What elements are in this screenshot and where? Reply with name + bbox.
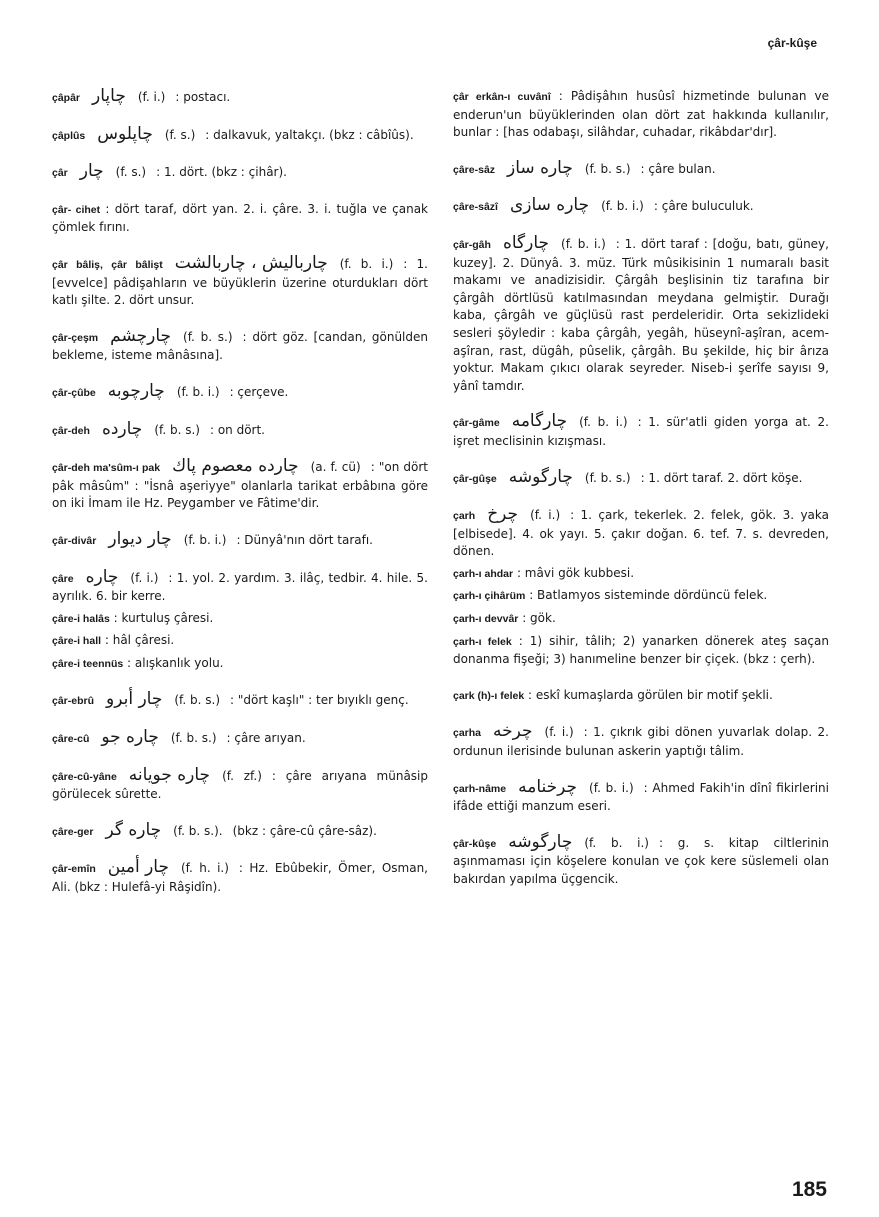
entry-definition: : g. s. kitap ciltlerinin aşınmaması için köşelere konulan ve çok kere süslemeli olan bakırdan yapılma üçgencik.	[453, 835, 829, 886]
entry-arabic-script: چاره ساز	[507, 157, 573, 178]
dictionary-entry	[453, 723, 829, 760]
dictionary-entry	[52, 325, 428, 365]
entry-grammar-abbr: (f. b. i.)	[589, 780, 634, 795]
entry-definition: (bkz : çâre-cû çâre-sâz).	[232, 823, 377, 838]
dictionary-entry	[453, 197, 829, 217]
entry-grammar-abbr: (f. b. s.)	[183, 329, 233, 344]
entry-headword: çâpâr	[52, 92, 81, 104]
entry-headword: çarh-ı ahdar	[453, 567, 514, 580]
entry-headword: çâr-kûşe	[453, 837, 497, 850]
entry-arabic-script: چارگوشه	[508, 466, 573, 487]
entry-definition: : dalkavuk, yaltakçı. (bkz : câbîûs).	[205, 127, 414, 142]
dictionary-entry	[453, 413, 829, 450]
entry-arabic-script: چار أمين	[107, 857, 169, 878]
entry-headword: çâre-sâzî	[453, 201, 498, 214]
entry-arabic-script: چاره گر	[105, 819, 162, 840]
entry-arabic-script: چرخه	[493, 721, 533, 742]
entry-headword: çâr-gâme	[453, 417, 500, 430]
right-column	[453, 88, 829, 907]
entry-definition: : çâre arıyan.	[226, 731, 306, 746]
page-number: 185	[791, 1178, 827, 1201]
entry-arabic-script: چاپار	[92, 86, 126, 106]
entry-definition: : kurtuluş çâresi.	[113, 610, 214, 625]
entry-arabic-script: چرخ	[487, 504, 519, 525]
entry-definition: : 1. yol. 2. yardım. 3. ilâç, tedbir. 4. hile. 5. ayrılık. 6. bir kerre.	[52, 570, 428, 604]
dictionary-entry	[453, 831, 829, 889]
entry-arabic-script: چاره	[85, 566, 119, 587]
entry-arabic-script: چار	[79, 161, 104, 182]
entry-definition: : hâl çâresi.	[104, 633, 175, 648]
entry-arabic-script: چارچشم	[110, 325, 172, 346]
dictionary-entry	[52, 458, 428, 513]
entry-grammar-abbr: (f. i.)	[137, 90, 166, 104]
dictionary-entry	[52, 610, 428, 629]
entry-grammar-abbr: (f. s.)	[164, 127, 196, 142]
entry-definition: : alışkanlık yolu.	[127, 655, 224, 670]
entry-arabic-script: چاره سازى	[509, 195, 590, 216]
entry-grammar-abbr: (f. b. s.)	[174, 693, 221, 708]
entry-grammar-abbr: (f. b. i.)	[601, 199, 644, 214]
entry-grammar-abbr: (f. b. i.)	[339, 256, 394, 271]
entry-headword: çâr bâliş, çâr bâlişt	[52, 258, 163, 271]
entry-definition: : dört taraf, dört yan. 2. i. çâre. 3. i. tuğla ve çanak çömlek fırını.	[52, 201, 428, 235]
entry-arabic-script: چرخنامه	[518, 776, 578, 797]
entry-grammar-abbr: (f. b. i.)	[584, 835, 649, 850]
entry-headword: çarh	[453, 510, 476, 523]
left-column	[52, 88, 428, 915]
dictionary-entry	[52, 764, 428, 804]
dictionary-entry	[52, 201, 428, 237]
entry-headword: çâre-i halâs	[52, 612, 110, 625]
entry-headword: çâr- cihet	[52, 203, 101, 216]
dictionary-entry	[453, 466, 829, 489]
entry-definition: : 1. dört taraf. 2. dört köşe.	[640, 470, 803, 485]
entry-grammar-abbr: (f. b. i.)	[176, 384, 220, 399]
entry-headword: çâre-ger	[52, 825, 94, 838]
entry-grammar-abbr: (f. i.)	[130, 570, 159, 585]
entry-headword: çâr-emîn	[52, 863, 96, 876]
dictionary-entry	[52, 655, 428, 674]
entry-headword: çâre-sâz	[453, 163, 496, 176]
entry-grammar-abbr: (f. h. i.)	[180, 861, 229, 876]
entry-definition: : çerçeve.	[229, 384, 289, 399]
dictionary-entry	[453, 232, 829, 395]
entry-definition: : Hz. Ebûbekir, Ömer, Osman, Ali. (bkz : Hulefâ-yi Râşidîn).	[52, 861, 428, 895]
entry-headword: çarh-ı devvâr	[453, 613, 519, 626]
entry-headword: çâr	[52, 167, 68, 180]
entry-headword: çâre	[52, 572, 74, 585]
entry-headword: çarha	[453, 727, 482, 740]
entry-arabic-script: چارده معصوم پاك	[172, 456, 299, 477]
entry-grammar-abbr: (f. zf.)	[222, 768, 262, 783]
dictionary-entry	[52, 88, 428, 108]
entry-grammar-abbr: (f. b. s.)	[584, 161, 631, 176]
dictionary-entry	[453, 565, 829, 584]
entry-definition: : 1. sür'atli giden yorga at. 2. işret meclisinin kızışması.	[453, 415, 829, 448]
entry-arabic-script: چارگامه	[511, 411, 568, 432]
entry-arabic-script: چار ديوار	[108, 528, 172, 549]
entry-headword: çâr-çeşm	[52, 331, 99, 344]
dictionary-entry	[52, 691, 428, 711]
entry-definition: : Pâdişâhın husûsî hizmetinde bulunan ve enderun'un büyüklerinden olan dört zat hakkında kullanılır, bunlar : [has odabaşı, silâhdar, cuhadar, rikâbdar'dır].	[453, 89, 829, 140]
entry-arabic-script: چاره جو	[101, 727, 159, 748]
running-head: çâr-kûşe	[767, 36, 817, 50]
entry-grammar-abbr: (f. b. i.)	[561, 236, 606, 251]
dictionary-entry	[52, 418, 428, 441]
entry-definition: : postacı.	[175, 90, 231, 104]
entry-definition: : 1. dört. (bkz : çihâr).	[156, 165, 287, 180]
entry-headword: çâr-deh	[52, 424, 90, 437]
entry-grammar-abbr: (f. b. i.)	[579, 415, 628, 430]
entry-headword: çâre-cû	[52, 733, 90, 746]
entry-headword: çâr-çûbe	[52, 386, 96, 399]
entry-headword: çarh-ı çihârüm	[453, 590, 526, 603]
entry-definition: : 1. çark, tekerlek. 2. felek, gök. 3. yaka [elbisede]. 4. ok yayı. 5. çakır doğan. 6. tef. 7. s. devreden, dönen.	[453, 508, 829, 559]
entry-headword: çâre-i teennüs	[52, 657, 124, 670]
entry-headword: çarh-ı felek	[453, 635, 512, 648]
entry-headword: çâre-i hall	[52, 635, 102, 648]
entry-definition: : mâvi gök kubbesi.	[516, 565, 635, 580]
entry-headword: çark (h)-ı felek	[453, 689, 525, 702]
dictionary-entry	[453, 687, 829, 706]
entry-definition: : çâre bulan.	[640, 161, 716, 176]
entry-headword: çâr erkân-ı cuvânî	[453, 91, 551, 103]
entry-definition: : on dört.	[209, 422, 265, 437]
entry-grammar-abbr: (f. s.)	[115, 165, 147, 180]
entry-definition: : "dört kaşlı" : ter bıyıklı genç.	[230, 693, 409, 708]
entry-grammar-abbr: (f. i.)	[544, 725, 574, 740]
entry-grammar-abbr: (f. b. s.).	[173, 823, 223, 838]
entry-definition: : "on dört pâk mâsûm" : "İsnâ aşeriyye" olanlarla tarikat erbâbına göre on iki İmam ile Hz. Peygamber ve Fâtime'dir.	[52, 460, 428, 511]
entry-definition: : dört göz. [candan, gönülden bekleme, isteme mânâsına].	[52, 329, 428, 363]
dictionary-entry	[453, 610, 829, 629]
dictionary-entry	[52, 729, 428, 749]
dictionary-entry	[453, 506, 829, 561]
dictionary-entry	[52, 163, 428, 183]
dictionary-entry	[453, 88, 829, 142]
entry-definition: : gök.	[522, 611, 556, 626]
entry-grammar-abbr: (f. b. i.)	[183, 532, 227, 547]
dictionary-entry	[52, 566, 428, 606]
entry-definition: : 1. çıkrık gibi dönen yuvarlak dolap. 2. ordunun ilerisinde bulunan askerin yaptığı tâlim.	[453, 725, 829, 759]
entry-definition: : Dünyâ'nın dört tarafı.	[236, 532, 373, 547]
entry-headword: çâr-ebrû	[52, 695, 95, 708]
dictionary-entry	[52, 819, 428, 842]
dictionary-entry	[52, 528, 428, 551]
entry-definition: : Batlamyos sisteminde dördüncü felek.	[529, 588, 768, 603]
entry-arabic-script: چاره جويانه	[128, 764, 211, 785]
dictionary-entry	[52, 252, 428, 310]
entry-grammar-abbr: (f. b. s.)	[170, 731, 217, 746]
entry-definition: : eskî kumaşlarda görülen bir motif şekli.	[528, 687, 773, 702]
entry-arabic-script: چارچوبه	[107, 380, 165, 401]
dictionary-entry	[453, 587, 829, 606]
dictionary-entry	[453, 633, 829, 669]
dictionary-entry	[52, 380, 428, 403]
entry-headword: çâr-gûşe	[453, 472, 497, 485]
dictionary-entry	[52, 632, 428, 651]
entry-headword: çâre-cû-yâne	[52, 770, 117, 783]
entry-definition: : 1. dört taraf : [doğu, batı, güney, kuzey]. 2. Dünyâ. 3. müz. Türk mûsikisinin 1 numaralı basit makamı ve anadizisidir. Çârgâh beşlisinin tiz tarafına bir çârgâh dörtlüsü katılmasından meydana gelmiştir. Durağı kaba, çârgâh ve güçlüsü rast perdeleridir. Orta sekizlideki sesleri şöyledir : kaba çârgâh, yegâh, hüseynî-aşîran, acem-aşîran, rast, dügâh, pûselik, çârgâh. Bu şekilde, hiç bir ârıza yoktur. Makam çıkıcı olarak seyreder. Niseb-i şerîfe sayısı 9, yânî tamdır.	[453, 236, 829, 393]
entry-definition: : 1) sihir, tâlih; 2) yanarken dönerek ateş saçan donanma fişeği; 3) hanımeline benzer bir çiçek. (bkz : çerh).	[453, 633, 829, 667]
entry-grammar-abbr: (f. b. s.)	[154, 422, 200, 437]
entry-headword: çarh-nâme	[453, 782, 507, 795]
dictionary-entry	[52, 123, 428, 146]
entry-arabic-script: چار أبرو	[106, 689, 163, 710]
entry-arabic-script: چاپلوس	[97, 123, 153, 144]
entry-arabic-script: چارباليش ، چاربالشت	[174, 252, 328, 273]
entry-headword: çâr-divâr	[52, 534, 97, 547]
entry-arabic-script: چارده	[101, 418, 143, 439]
entry-grammar-abbr: (f. b. s.)	[584, 470, 631, 485]
entry-grammar-abbr: (a. f. cü)	[310, 460, 361, 475]
entry-arabic-script: چارگوشه	[508, 831, 573, 852]
entry-headword: çâr-deh ma'sûm-ı pak	[52, 462, 161, 475]
entry-definition: : 1. [evvelce] pâdişahların ve büyüklerin üzerine oturdukları dört katlı şilte. 2. dört unsur.	[52, 256, 428, 308]
entry-arabic-script: چارگاه	[502, 232, 550, 253]
entry-definition: : çâre buluculuk.	[653, 199, 754, 214]
entry-headword: çâplûs	[52, 129, 86, 142]
entry-definition: : Ahmed Fakih'in dînî fikirlerini ifâde ettiği manzum eseri.	[453, 780, 829, 814]
dictionary-entry	[52, 859, 428, 896]
entry-definition: : çâre arıyana münâsip görülecek sûrette.	[52, 768, 428, 802]
entry-grammar-abbr: (f. i.)	[530, 508, 561, 523]
dictionary-entry	[453, 776, 829, 816]
entry-headword: çâr-gâh	[453, 238, 491, 251]
dictionary-entry	[453, 157, 829, 180]
